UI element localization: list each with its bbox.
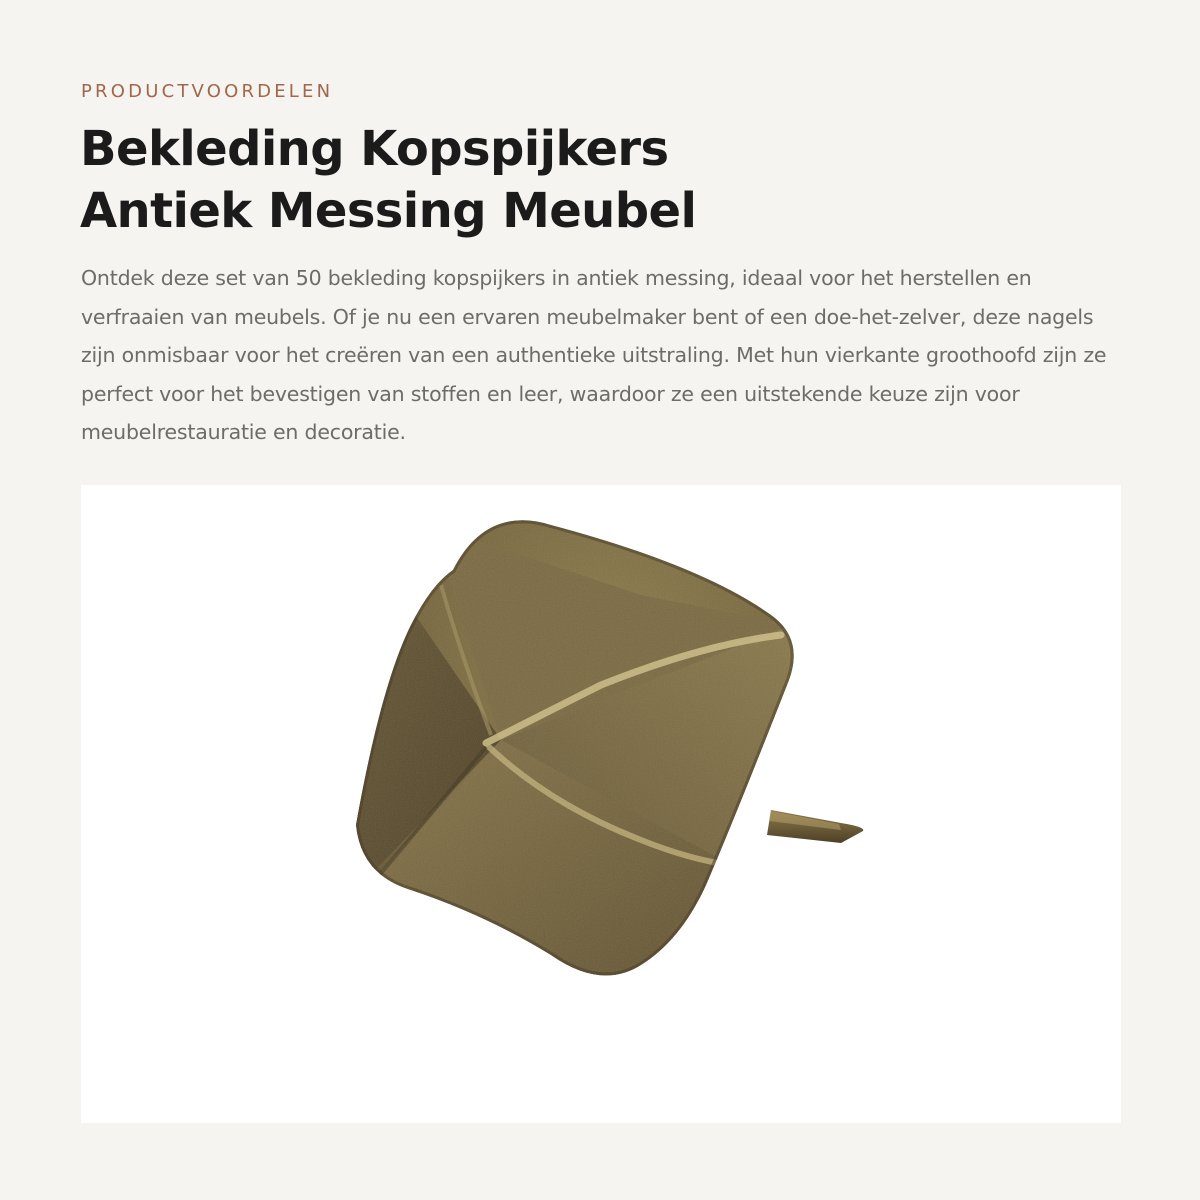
section-eyebrow: PRODUCTVOORDELEN [81, 81, 334, 102]
product-description: Ontdek deze set van 50 bekleding kopspijkers in antiek messing, ideaal voor het herstellen en verfraaien van meubels. Of je nu een ervaren meubelmaker bent of een doe-het-zelver, deze nagels zijn onmisbaar voor het creëren van een authentieke uitstraling. Met hun vierkante groothoofd zijn ze perfect voor het bevestigen van stoffen en leer, waardoor ze een uitstekende keuze zijn voor meubelrestauratie en decoratie. [81, 266, 1107, 444]
upholstery-nail-icon [81, 485, 1121, 1123]
product-title [80, 118, 1120, 242]
product-title-line-2: Antiek Messing Meubel [80, 183, 697, 239]
product-title-line-1: Bekleding Kopspijkers [80, 121, 669, 177]
product-image [81, 485, 1121, 1123]
